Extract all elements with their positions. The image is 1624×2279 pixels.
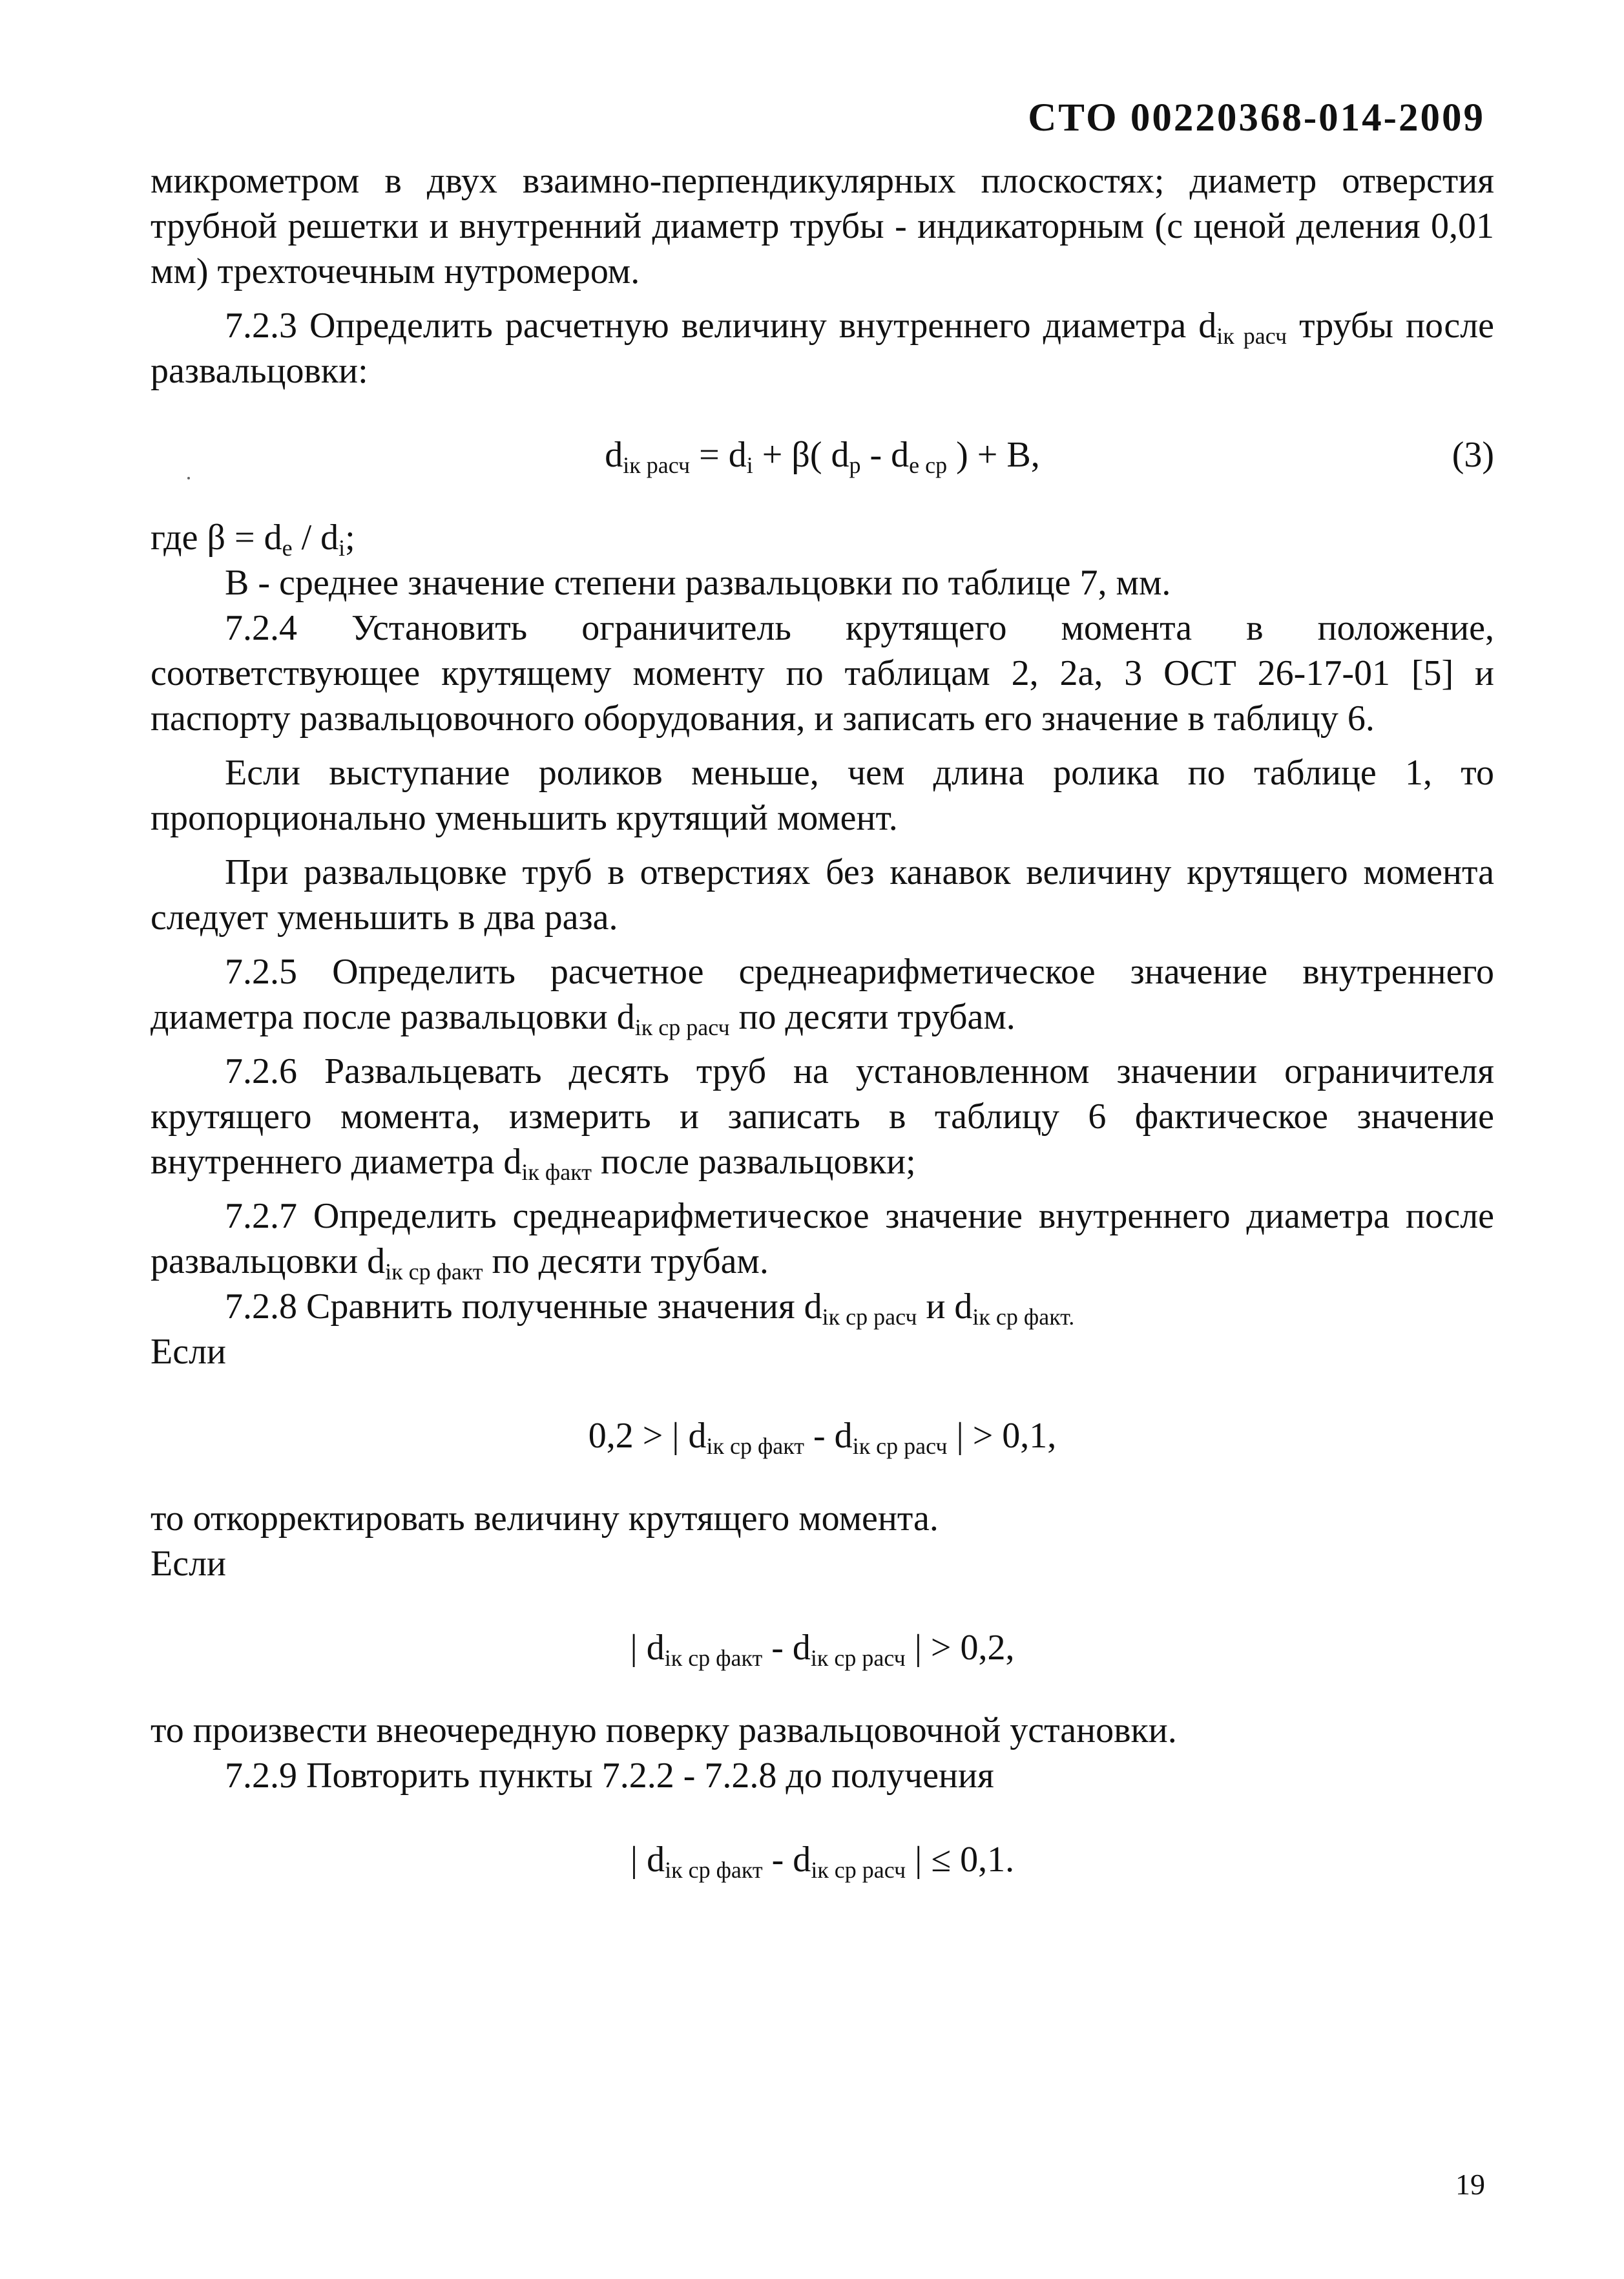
page-number: 19 [1455, 2168, 1485, 2201]
condition-if-1: Если [151, 1332, 226, 1372]
paragraph-rollers: Если выступание роликов меньше, чем длина ролика по таблице 1, то пропорционально уменьшить крутящий момент. [151, 753, 1494, 838]
condition-then-2: то произвести внеочередную поверку развальцовочной установки. [151, 1710, 1177, 1750]
paragraph-7-2-9: 7.2.9 Повторить пункты 7.2.2 - 7.2.8 до получения [225, 1756, 994, 1796]
paragraph-7-2-3: 7.2.3 Определить расчетную величину внутреннего диаметра $d_{ік расч}$ трубы после развальцовки: [151, 306, 1494, 391]
document-body [151, 158, 1494, 1920]
paragraph-continuation: микрометром в двух взаимно-перпендикулярных плоскостях; диаметр отверстия трубной решетки и внутренний диаметр трубы - индикаторным (с ценой деления 0,01 мм) трехточечным нутромером. [151, 161, 1494, 291]
paragraph-7-2-6: 7.2.6 Развальцевать десять труб на установленном значении ограничителя крутящего момента, измерить и записать в таблицу 6 фактическое значение внутреннего диаметра $d_{ік факт}$ после развальцовки; [151, 1051, 1494, 1185]
condition-then-1: то откорректировать величину крутящего момента. [151, 1498, 939, 1539]
formula-condition-1: 0,2 > | $d_{ік ср факт} - d_{ік ср расч}$ | > 0,1, [588, 1416, 1057, 1459]
formula-condition-2: | $d_{ік ср факт} - d_{ік ср расч}$ | > 0,2, [630, 1628, 1015, 1671]
paragraph-7-2-7: 7.2.7 Определить среднеарифметическое значение внутреннего диаметра после развальцовки $d_{ік ср факт}$ по десяти трубам. [151, 1196, 1494, 1285]
document-header: СТО 00220368-014-2009 [1028, 96, 1485, 140]
paragraph-grooves: При развальцовке труб в отверстиях без канавок величину крутящего момента следует уменьшить в два раза. [151, 852, 1494, 938]
paragraph-7-2-5: 7.2.5 Определить расчетное среднеарифметическое значение внутреннего диаметра после развальцовки $d_{ік ср расч}$ по десяти трубам. [151, 952, 1494, 1040]
formula-final: | $d_{ік ср факт} - d_{ік ср расч}$ | ≤ 0,1. [630, 1840, 1015, 1883]
formula-3: $d_{ік расч} = d_i + \beta$( $d_p - d_{e ср}$ ) + B, (3) [151, 432, 1494, 478]
formula-number: (3) [1452, 435, 1494, 475]
condition-if-2: Если [151, 1544, 226, 1584]
paragraph-7-2-4: 7.2.4 Установить ограничитель крутящего момента в положение, соответствующее крутящему моменту по таблицам 2, 2а, 3 ОСТ 26-17-01 [5] и паспорту развальцовочного оборудования, и записать его значение в таблицу 6. [151, 608, 1494, 739]
b-definition: B - среднее значение степени развальцовки по таблице 7, мм. [225, 563, 1171, 603]
paragraph-7-2-8: 7.2.8 Сравнить полученные значения $d_{ік ср расч}$ и $d_{ік ср факт.}$ [225, 1287, 1075, 1330]
formula-where: где $\beta = d_e / d_i$; [151, 518, 355, 561]
